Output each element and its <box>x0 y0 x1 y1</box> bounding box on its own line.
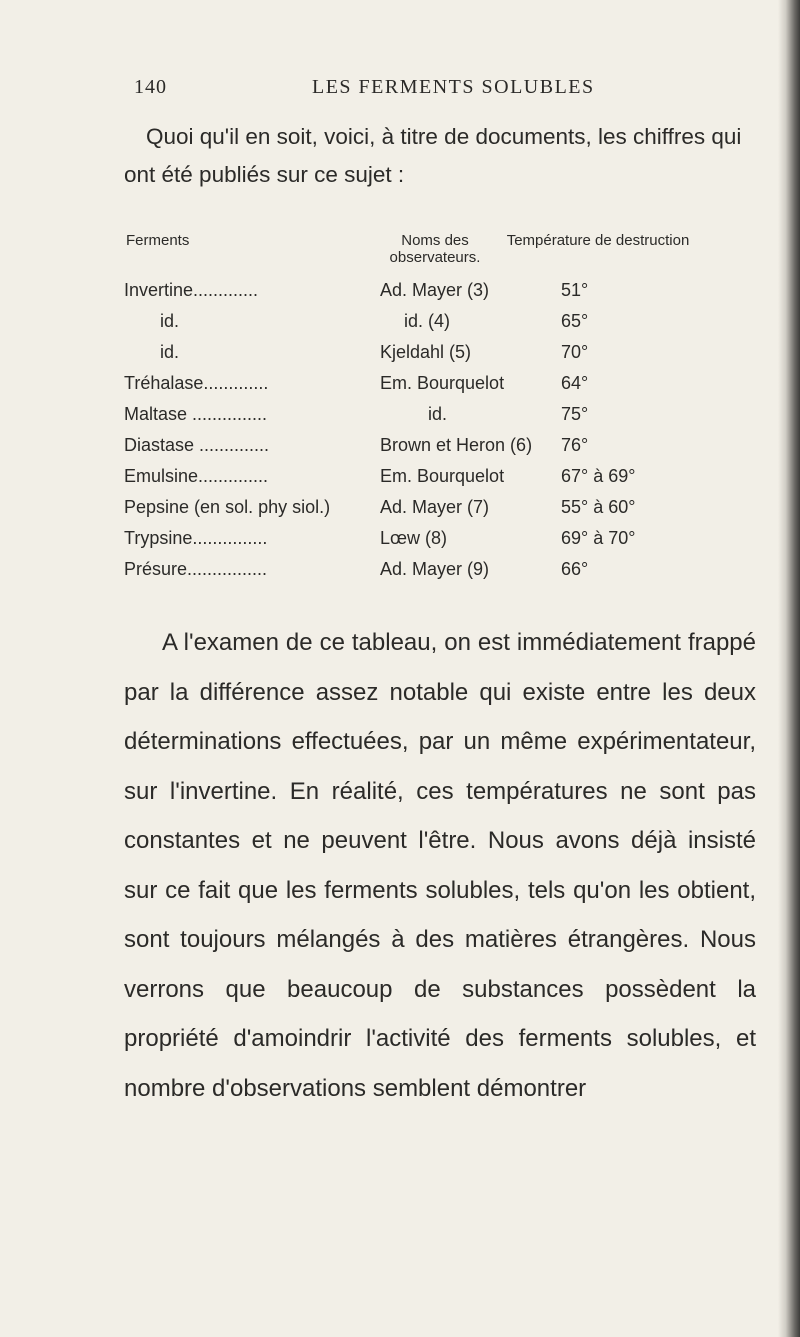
cell-ferment: id. <box>160 311 180 331</box>
cell-ferment: Emulsine.............. <box>124 466 269 486</box>
table-row <box>124 559 744 589</box>
cell-ferment: Invertine............. <box>124 280 259 300</box>
table-row <box>124 528 744 558</box>
destruction-temperature-table <box>124 232 744 592</box>
table-row <box>124 311 744 341</box>
cell-observateur: Ad. Mayer (9) <box>380 559 490 579</box>
cell-observateur: Ad. Mayer (3) <box>380 280 490 300</box>
running-title: LES FERMENTS SOLUBLES <box>312 76 595 98</box>
table-row <box>124 435 744 465</box>
cell-ferment: Diastase .............. <box>124 435 270 455</box>
cell-observateur: id. <box>428 404 448 424</box>
intro-text: Quoi qu'il en soit, voici, à titre de documents, les chiffres qui ont été publiés sur ce sujet : <box>124 124 742 187</box>
cell-observateur: Brown et Heron (6) <box>380 435 533 455</box>
cell-temperature: 65° <box>561 311 589 331</box>
cell-ferment: Tréhalase............. <box>124 373 269 393</box>
cell-ferment: Pepsine (en sol. phy siol.) <box>124 497 331 517</box>
cell-temperature: 70° <box>561 342 589 362</box>
table-row <box>124 280 744 310</box>
cell-observateur: Em. Bourquelot <box>380 466 505 486</box>
cell-temperature: 67° à 69° <box>561 466 636 486</box>
table-row <box>124 404 744 434</box>
column-header-observateurs: Noms des observateurs. <box>389 232 481 266</box>
cell-temperature: 51° <box>561 280 589 300</box>
table-row <box>124 466 744 496</box>
cell-temperature: 55° à 60° <box>561 497 636 517</box>
cell-ferment: Trypsine............... <box>124 528 268 548</box>
page-header <box>134 76 634 106</box>
table-row <box>124 497 744 527</box>
table-row <box>124 342 744 372</box>
cell-observateur: Em. Bourquelot <box>380 373 505 393</box>
cell-observateur: id. (4) <box>404 311 451 331</box>
cell-temperature: 69° à 70° <box>561 528 636 548</box>
cell-ferment: id. <box>160 342 180 362</box>
page-number: 140 <box>134 76 167 98</box>
table-row <box>124 373 744 403</box>
column-header-temperature: Température de destruction <box>506 232 690 249</box>
cell-temperature: 75° <box>561 404 589 424</box>
cell-ferment: Présure................ <box>124 559 268 579</box>
cell-temperature: 66° <box>561 559 589 579</box>
cell-ferment: Maltase ............... <box>124 404 268 424</box>
body-text: A l'examen de ce tableau, on est immédiatement frappé par la différence assez notable qui existe entre les deux déterminations effectuées, par un même expérimentateur, sur l'invertine. En réalité, ces températures ne sont pas constantes et ne peuvent l'être. Nous avons déjà insisté sur ce fait que les ferments solubles, tels qu'on les obtient, sont toujours mélangés à des matières étrangères. Nous verrons que beaucoup de substances possèdent la propriété d'amoindrir l'activité des ferments solubles, et nombre d'observations semblent démontrer <box>124 629 756 1102</box>
cell-observateur: Kjeldahl (5) <box>380 342 472 362</box>
page-edge-shadow <box>778 0 800 1337</box>
cell-observateur: Lœw (8) <box>380 528 447 548</box>
cell-temperature: 76° <box>561 435 589 455</box>
column-header-ferments: Ferments <box>126 232 190 249</box>
cell-observateur: Ad. Mayer (7) <box>380 497 490 517</box>
intro-paragraph <box>124 118 744 194</box>
cell-temperature: 64° <box>561 373 589 393</box>
body-paragraph <box>124 618 756 1113</box>
